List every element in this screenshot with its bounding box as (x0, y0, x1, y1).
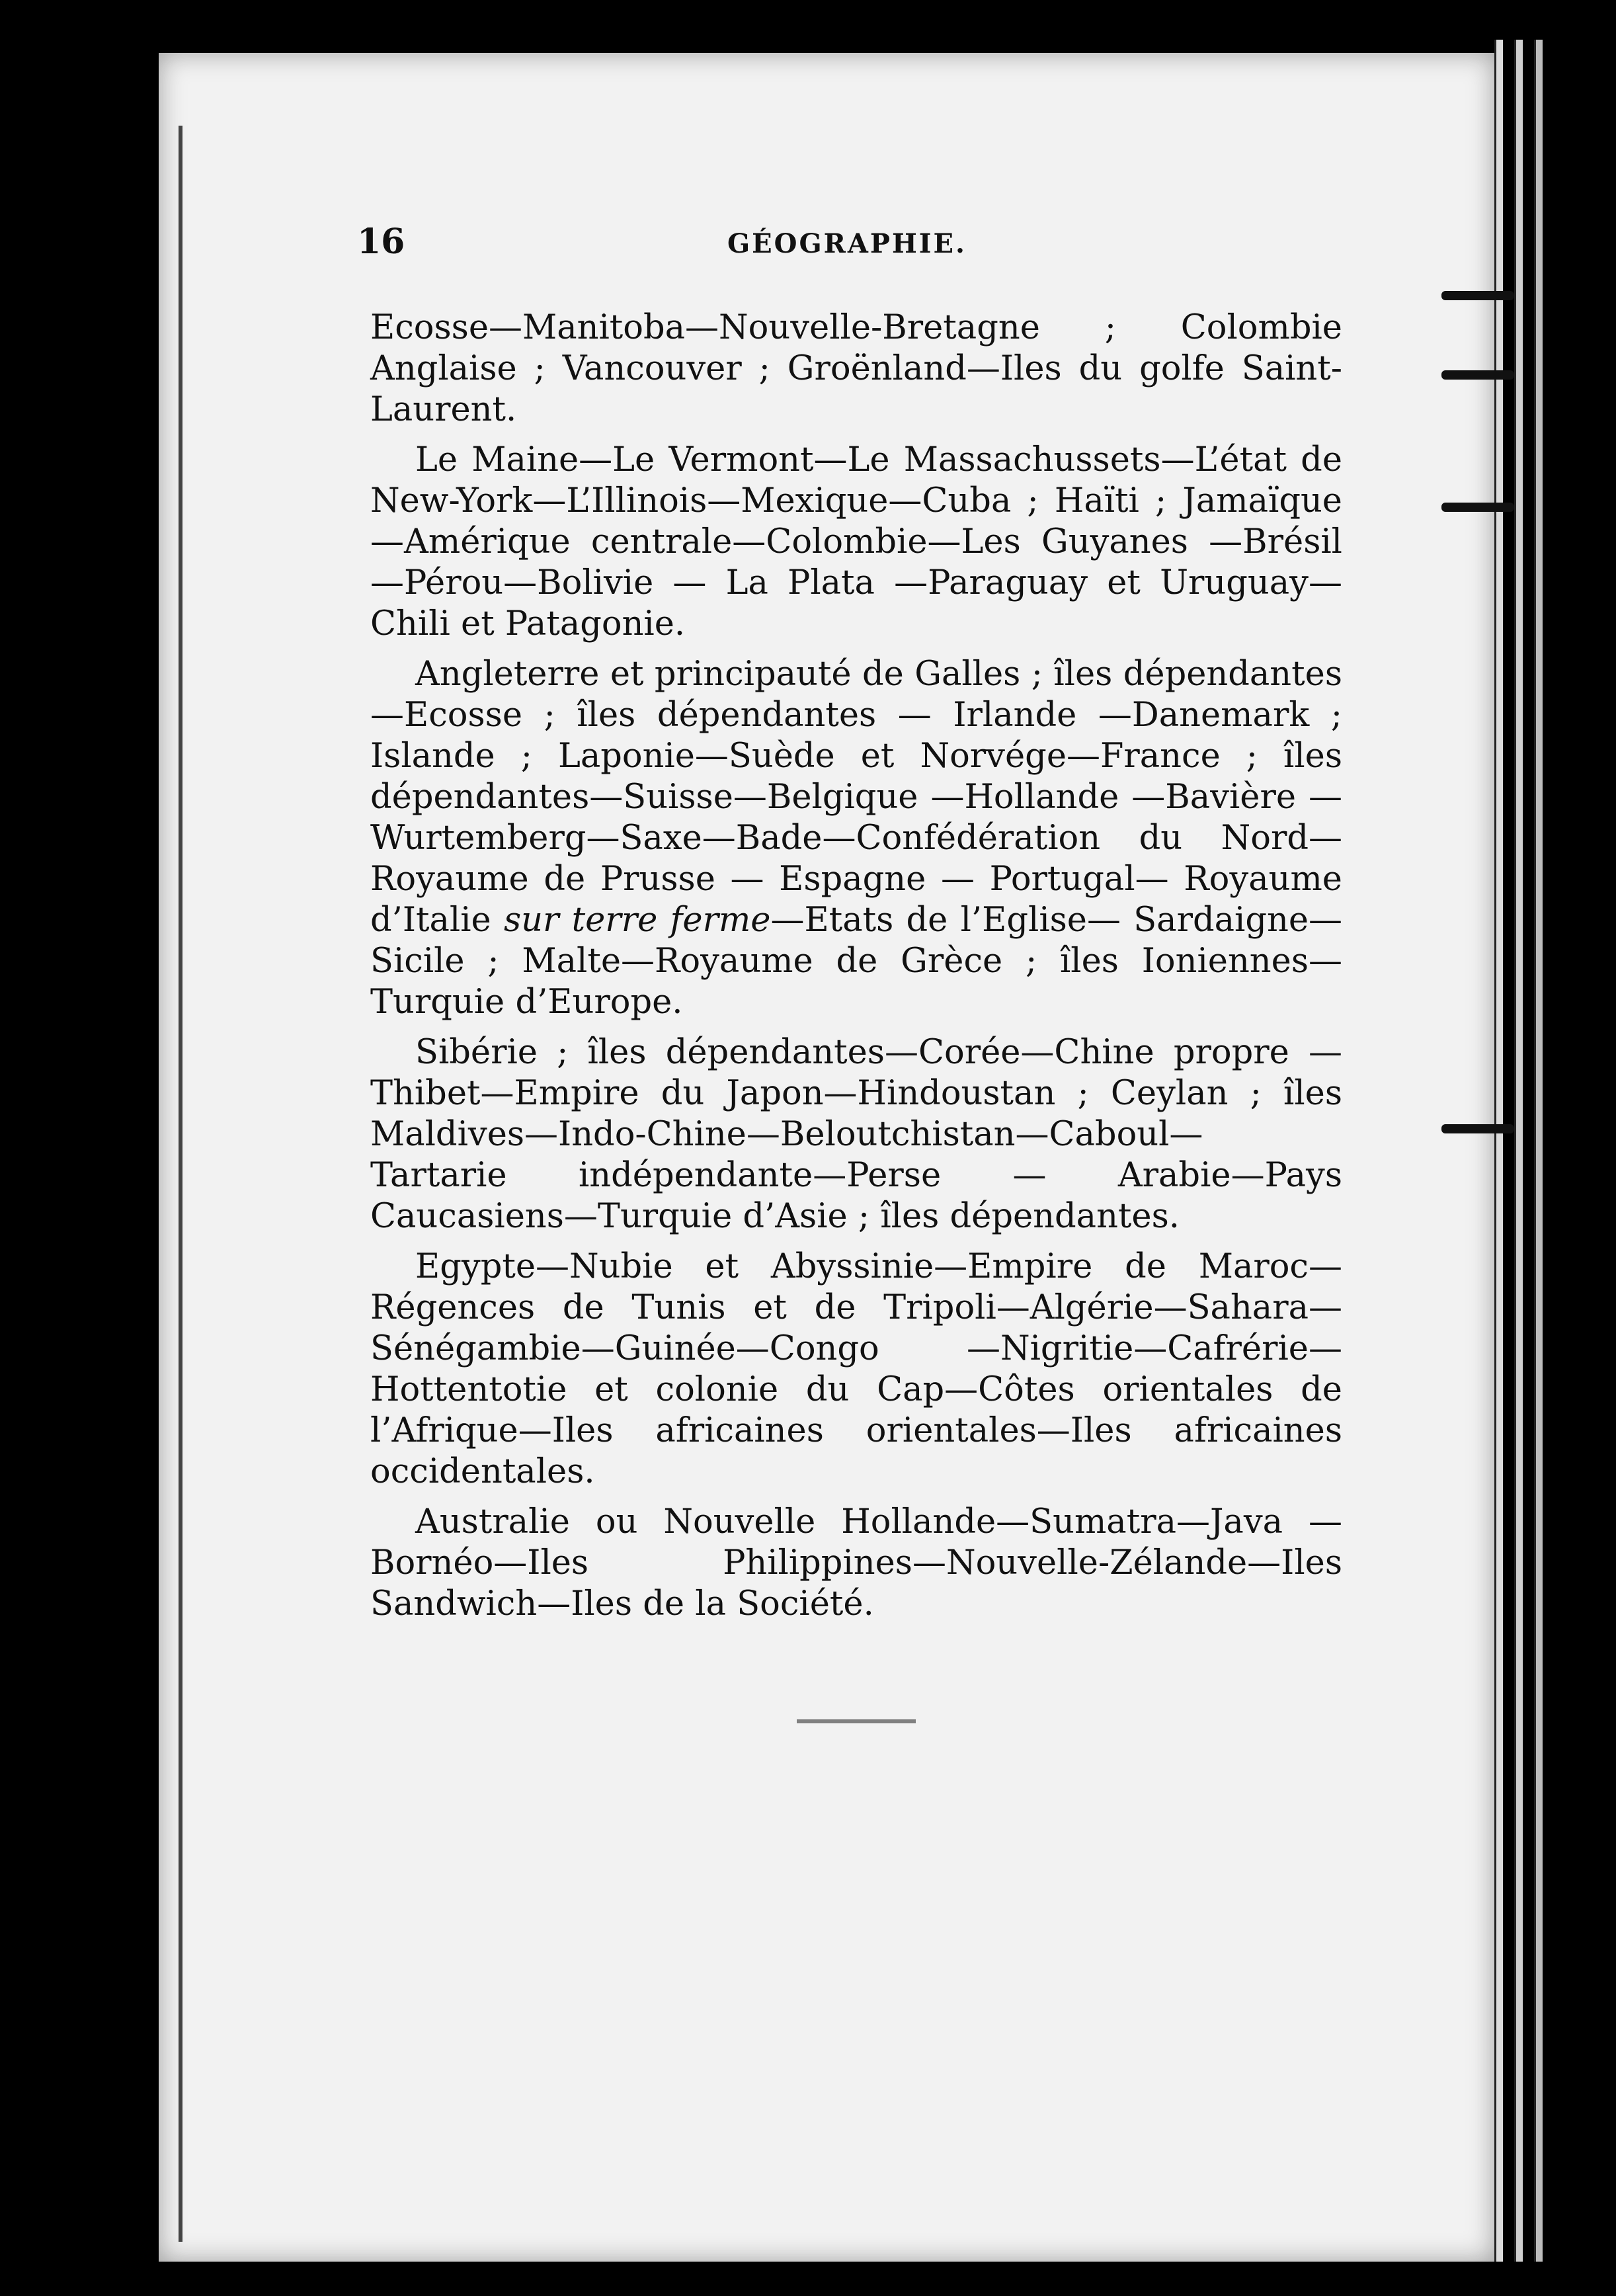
paragraph-afrique: Egypte—Nubie et Abyssinie—Empire de Maroc— Régences de Tunis et de Tripoli—Algérie—Sahara— Sénégambie—Guinée—Congo —Nigritie—Cafrérie— Hottentotie et colonie du Cap—Côtes orientales de l’Afrique—Iles africaines orientales—Iles africaines occidentales. (370, 1247, 1342, 1491)
page-header (357, 222, 1375, 274)
paragraph-europe (370, 654, 1342, 1023)
paragraph-europe-tail: —Etats de l’Eglise— Sardaigne—Sicile ; Malte—Royaume de Grèce ; îles Ioniennes—Turquie d’Europe. (370, 901, 1342, 1022)
section-rule (797, 1719, 916, 1723)
paragraph-amerique-nord: Ecosse—Manitoba—Nouvelle-Bretagne ; Colombie Anglaise ; Vancouver ; Groënland—Iles du golfe Saint-Laurent. (370, 308, 1342, 429)
paragraph-asie: Sibérie ; îles dépendantes—Corée—Chine propre —Thibet—Empire du Japon—Hindoustan ; Ceylan ; îles Maldives—Indo-Chine—Beloutchistan—Caboul— Tartarie indépendante—Perse — Arabie—Pays Caucasiens—Turquie d’Asie ; îles dépendantes. (370, 1033, 1342, 1236)
binding-mark (1441, 291, 1514, 300)
binding-mark (1441, 1124, 1514, 1133)
page-left-edge (179, 126, 182, 2242)
page-edge (1534, 40, 1543, 2262)
running-head: GÉOGRAPHIE. (727, 228, 967, 259)
binding-mark (1441, 503, 1514, 512)
binding-marks (1441, 198, 1521, 1918)
body-text (370, 308, 1342, 1634)
paragraph-europe-text: Angleterre et principauté de Galles ; îles dépendantes—Ecosse ; îles dépendantes — Irlande —Danemark ; Islande ; Laponie—Suède et Norvége—France ; îles dépendantes—Suisse—Belgique —Hollande —Bavière — Wurtemberg—Saxe—Bade—Confédération du Nord—Royaume de Prusse — Espagne — Portugal— Royaume d’Italie (370, 655, 1342, 940)
binding-mark (1441, 370, 1514, 380)
paragraph-amerique: Le Maine—Le Vermont—Le Massachussets—L’état de New-York—L’Illinois—Mexique—Cuba ; Haïti ; Jamaïque—Amérique centrale—Colombie—Les Guyanes —Brésil—Pérou—Bolivie — La Plata —Paraguay et Uruguay—Chili et Patagonie. (370, 440, 1342, 643)
page-number: 16 (357, 222, 405, 262)
bleed-through-area (370, 1693, 1342, 1763)
paragraph-oceanie: Australie ou Nouvelle Hollande—Sumatra—Java —Bornéo—Iles Philippines—Nouvelle-Zélande—Iles Sandwich—Iles de la Société. (370, 1502, 1342, 1623)
paragraph-europe-italic: sur terre ferme (503, 901, 771, 940)
